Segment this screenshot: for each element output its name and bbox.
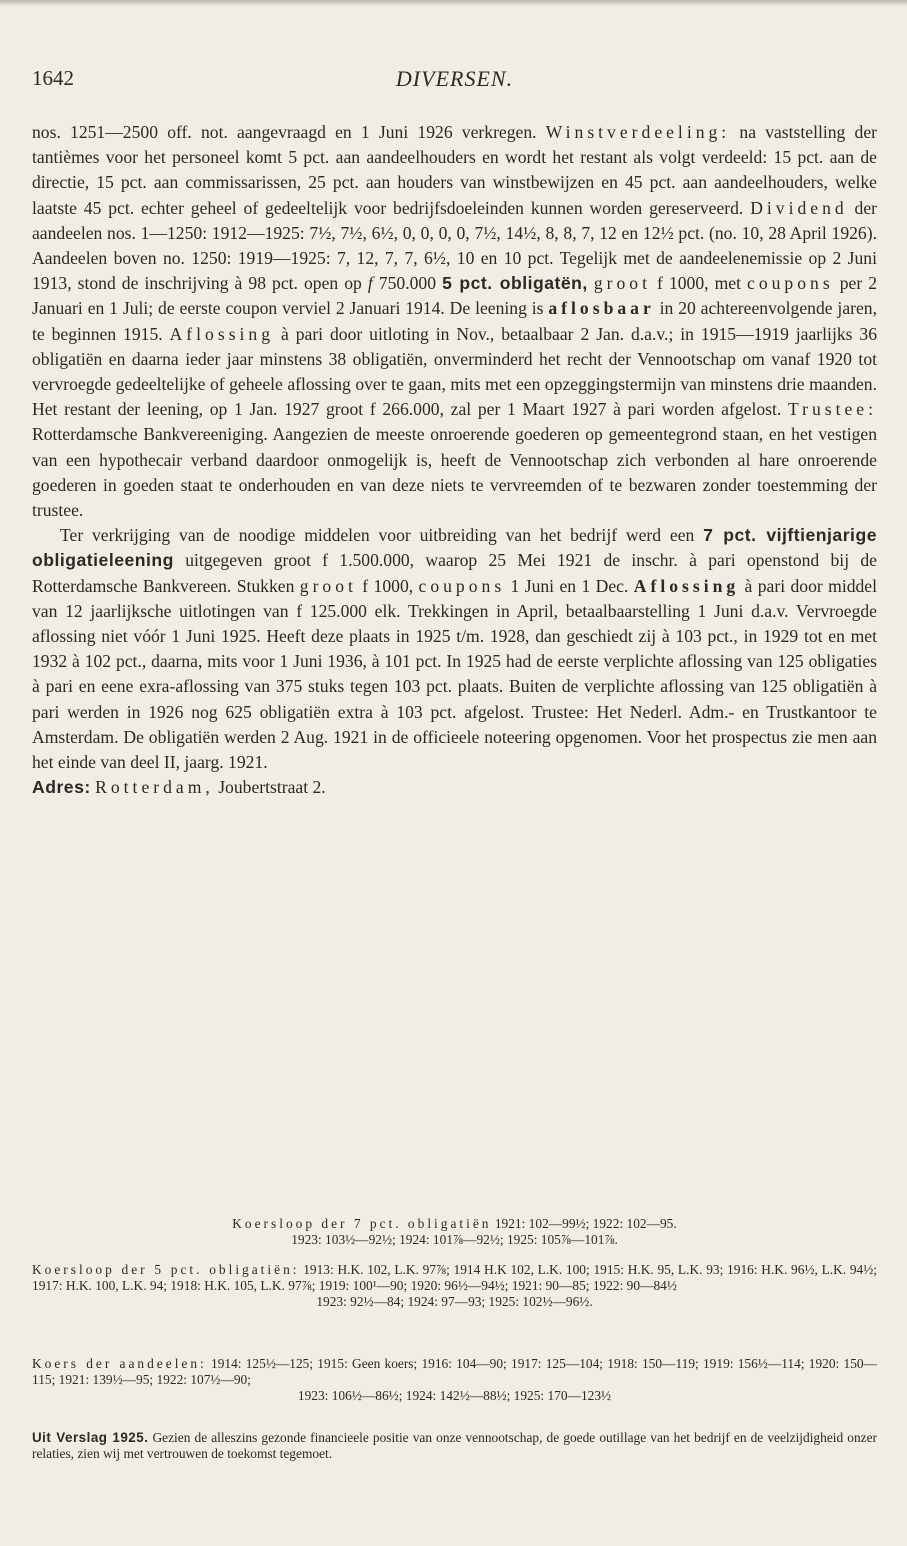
koersloop-7pct-label: Koersloop der 7 pct. obligatiën xyxy=(232,1216,492,1231)
koersloop-5pct: Koersloop der 5 pct. obligatiën: 1913: H.K. 102, L.K. 97⅞; 1914 H.K 102, L.K. 100; 1915: H.K. 95, L.K. 93; 1916: H.K. 96½, L.K. 94½; 1917: H.K. 100, L.K. 94; 1918: H.K. 105, L.K. 97⅞; 1919: 100¹—90; 1920: 96½—94½; 1921: 90—85; 1922: 90—84½ 1923: 92½—84; 1924: 97—93; 1925: 102½—96½. xyxy=(32,1262,877,1309)
paragraph-obligations-7pct: Ter verkrijging van de noodige middelen voor uitbreiding van het bedrijf werd een 7 pct. vijftienjarige obligatieleening uitgegeven groot f 1.500.000, waarop 25 Mei 1921 de inschr. à pari openstond bij de Rotterdamsche Bankvereen. Stukken groot f 1000, coupons 1 Juni en 1 Dec. Aflossing à pari door middel van 12 jaarlijksche uitlotingen van f 125.000 elk. Trekkingen in April, betaalbaarstelling 1 Juni d.a.v. Vervroegde aflossing niet vóór 1 Juni 1925. Heeft deze plaats in 1925 t/m. 1928, dan geschiedt zij à 103 pct., in 1929 tot en met 1932 à 102 pct., daarna, mits voor 1 Juni 1936, à 101 pct. In 1925 had de eerste verplichte aflossing van 125 obligaties à pari en eene exra-aflossing van 375 stuks tegen 103 pct. plaats. Buiten de verplichte aflossing van 125 obligatiën à pari werden in 1926 nog 625 obligatiën extra à 103 pct. afgelost. Trustee: Het Nederl. Adm.- en Trustkantoor te Amsterdam. De obligatiën werden 2 Aug. 1921 in de officieele noteering opgenomen. Voor het prospectus zie men aan het einde van deel II, jaarg. 1921. xyxy=(32,525,877,773)
term-dividend: Dividend xyxy=(750,197,848,218)
term-groot: groot xyxy=(593,273,651,294)
address-line xyxy=(32,775,877,800)
running-title: DIVERSEN. xyxy=(395,66,514,91)
body-text xyxy=(32,120,877,800)
page-number: 1642 xyxy=(32,66,74,90)
term-7pct-obligatieleening: 7 pct. vijftienjarige obligatieleening xyxy=(32,525,877,571)
term-coupons-2: coupons xyxy=(418,575,506,596)
verslag-1925: Uit Verslag 1925. Gezien de alleszins gezonde financieele positie van onze vennootschap, de goede outillage van het bedrijf en de veelzijdigheid onzer relaties, zien wij met vertrouwen de toekomst tegemoet. xyxy=(32,1430,877,1461)
koers-aandeelen-label: Koers der aandeelen: xyxy=(32,1356,207,1371)
verslag-label: Uit Verslag 1925. xyxy=(32,1430,149,1445)
term-aflossing-2: Aflossing xyxy=(633,575,740,596)
term-groot-2: groot xyxy=(299,575,357,596)
page-header xyxy=(32,66,877,96)
term-trustee: Trustee: xyxy=(787,399,877,420)
term-winstverdeeling: Winstverdeeling: xyxy=(545,122,731,142)
term-coupons: coupons xyxy=(747,273,834,294)
koersloop-7pct: Koersloop der 7 pct. obligatiën 1921: 102—99½; 1922: 102—95. 1923: 103½—92½; 1924: 101⅞—92½; 1925: 105⅞—101⅞. xyxy=(232,1216,677,1247)
adres-street: Joubertstraat 2. xyxy=(213,777,326,798)
term-5pct-obligaten: 5 pct. obligatën, xyxy=(442,273,588,294)
adres-city: Rotterdam, xyxy=(95,777,214,798)
adres-label: Adres: xyxy=(32,777,91,798)
koersloop-5pct-label: Koersloop der 5 pct. obligatiën: xyxy=(32,1262,300,1277)
term-aflossing: Aflossing xyxy=(169,323,275,344)
top-edge-shadow xyxy=(0,0,907,6)
term-aflosbaar: aflosbaar xyxy=(548,298,655,319)
paragraph-obligations-5pct: nos. 1251—2500 off. not. aangevraagd en 1 Juni 1926 verkregen. Winstverdeeling: na vaststelling der tantièmes voor het personeel komt 5 pct. aan aandeelhouders en wordt het restant als volgt verdeeld: 15 pct. aan de directie, 15 pct. aan commissarissen, 25 pct. aan houders van winstbewijzen en 45 pct. aan aandeelhouders, welke laatste 45 pct. echter geheel of gedeeltelijk voor bedrijfsdoeleinden kunnen worden gereserveerd. Dividend der aandeelen nos. 1—1250: 1912—1925: 7½, 7½, 6½, 0, 0, 0, 0, 7½, 14½, 8, 8, 7, 12 en 12½ pct. (no. 10, 28 April 1926). Aandeelen boven no. 1250: 1919—1925: 7, 12, 7, 7, 6½, 10 en 10 pct. Tegelijk met de aandeelenemissie op 2 Juni 1913, stond de inschrijving à 98 pct. open op f 750.000 5 pct. obligatën, groot f 1000, met coupons per 2 Januari en 1 Juli; de eerste coupon verviel 2 Januari 1914. De leening is aflosbaar in 20 achtereenvolgende jaren, te beginnen 1915. Aflossing à pari door uitloting in Nov., betaalbaar 2 Jan. d.a.v.; in 1915—1919 jaarlijks 36 obligatiën en daarna ieder jaar minstens 38 obligatiën, onverminderd het recht der Vennootschap om vanaf 1920 tot vervroegde gedeeltelijke of geheele aflossing over te gaan, mits met een opzeggingstermijn van minstens drie maanden. Het restant der leening, op 1 Jan. 1927 groot f 266.000, zal per 1 Maart 1927 à pari worden afgelost. Trustee: Rotterdamsche Bankvereeniging. Aangezien de meeste onroerende goederen op gemeentegrond staan, en het vestigen van een hypothecair verband daardoor onmogelijk is, heeft de Vennootschap zich verbonden al hare onroerende goederen in goeden staat te onderhouden en van deze niets te vervreemden of te bezwaren zonder toestemming der trustee. xyxy=(32,122,878,521)
koers-aandeelen: Koers der aandeelen: 1914: 125½—125; 1915: Geen koers; 1916: 104—90; 1917: 125—104; 1918: 150—119; 1919: 156½—114; 1920: 150—115; 1921: 139½—95; 1922: 107½—90; 1923: 106½—86½; 1924: 142½—88½; 1925: 170—123½ xyxy=(32,1356,877,1403)
